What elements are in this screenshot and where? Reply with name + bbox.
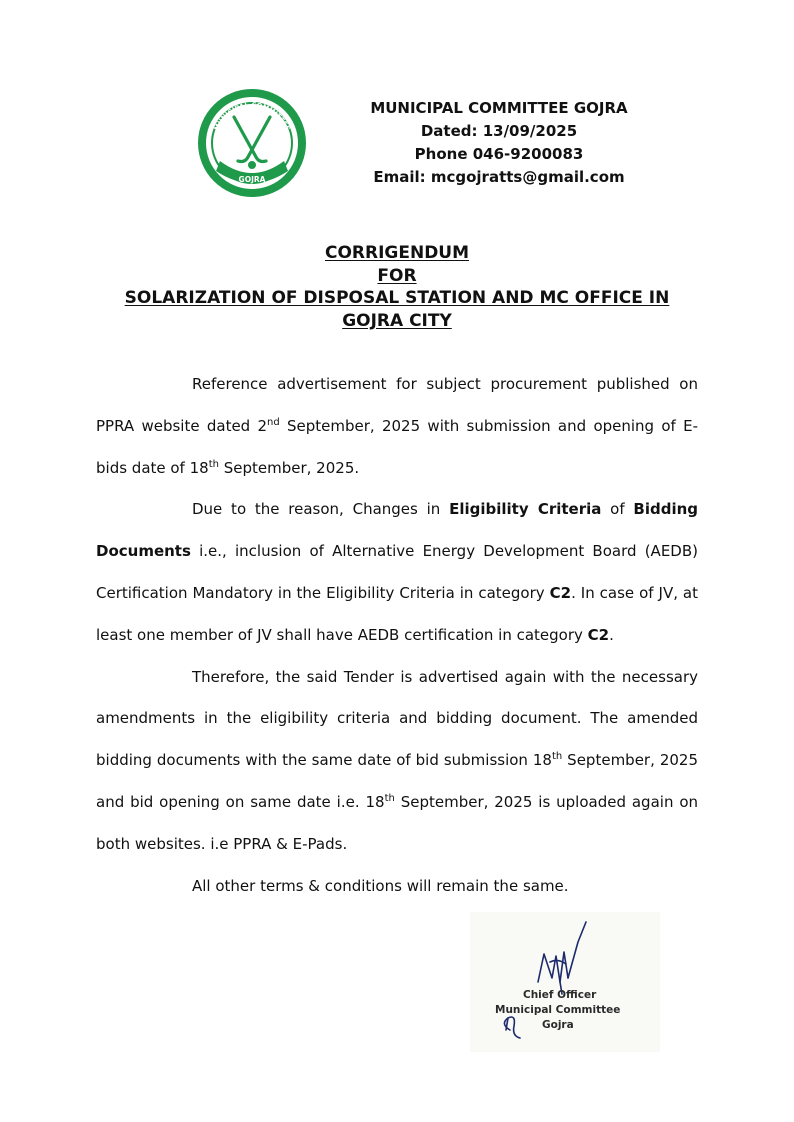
logo-emblem-icon <box>196 87 308 199</box>
bold-text: Eligibility Criteria <box>449 500 602 519</box>
title-line-3: SOLARIZATION OF DISPOSAL STATION AND MC OFFICE IN <box>124 288 670 308</box>
text-run: All other terms & conditions will remain the same. <box>192 876 569 895</box>
text-run: Therefore, the said Tender is advertised again with the necessary amendments in the eligibility criteria and bidding document. The amended bidding documents with the same date of bid submission 18 <box>96 667 698 770</box>
logo-ring-text-bottom: GOJRA <box>238 175 266 184</box>
title-line-4: GOJRA CITY <box>342 310 452 331</box>
title-line-2: FOR <box>377 265 417 286</box>
superscript: th <box>208 458 219 470</box>
letterhead <box>352 97 646 189</box>
bold-text: C2 <box>587 625 610 644</box>
paragraph-reference <box>96 364 698 489</box>
logo-ring-text-top: MUNICIPAL COMMITTEE <box>212 100 292 132</box>
paragraph-changes <box>96 489 698 656</box>
phone-line: Phone 046-9200083 <box>414 145 584 163</box>
text-run: Due to the reason, Changes in <box>192 500 450 519</box>
bold-text: Bidding Documents <box>96 500 699 561</box>
stamp-designation: Chief Officer <box>523 989 597 1001</box>
text-run: Reference advertisement for subject procurement published on PPRA website dated 2 <box>96 375 698 435</box>
signature-block <box>470 912 660 1052</box>
official-stamp <box>470 988 660 1033</box>
bold-text: C2 <box>549 583 572 602</box>
text-run: September, 2025 is uploaded again on both websites. i.e PPRA & E-Pads. <box>96 792 699 853</box>
paragraph-readvertised <box>96 657 698 866</box>
superscript: th <box>551 751 563 763</box>
text-run: of <box>601 500 634 519</box>
text-run: . In case of JV, at least one member of JV shall have AEDB certification in category <box>96 583 698 644</box>
org-name: MUNICIPAL COMMITTEE GOJRA <box>370 99 628 117</box>
stamp-city: Gojra <box>542 1019 574 1031</box>
paragraph-terms <box>96 866 698 908</box>
text-run: . <box>609 625 614 644</box>
document-title <box>96 242 698 332</box>
email-line: Email: mcgojratts@gmail.com <box>373 168 625 186</box>
text-run: i.e., inclusion of Alternative Energy Development Board (AEDB) Certification Mandatory in the Eligibility Criteria in category <box>96 542 698 602</box>
title-line-1: CORRIGENDUM <box>324 243 470 263</box>
date-line: Dated: 13/09/2025 <box>420 122 578 140</box>
superscript: nd <box>267 416 280 428</box>
document-body <box>96 364 698 907</box>
text-run: September, 2025 and bid opening on same date i.e. 18 <box>96 751 698 811</box>
text-run: September, 2025 with submission and opening of E-bids date of 18 <box>96 416 698 477</box>
text-run: September, 2025. <box>218 458 360 477</box>
superscript: th <box>384 792 395 804</box>
stamp-org: Municipal Committee <box>495 1004 621 1016</box>
municipal-committee-logo <box>196 87 308 199</box>
